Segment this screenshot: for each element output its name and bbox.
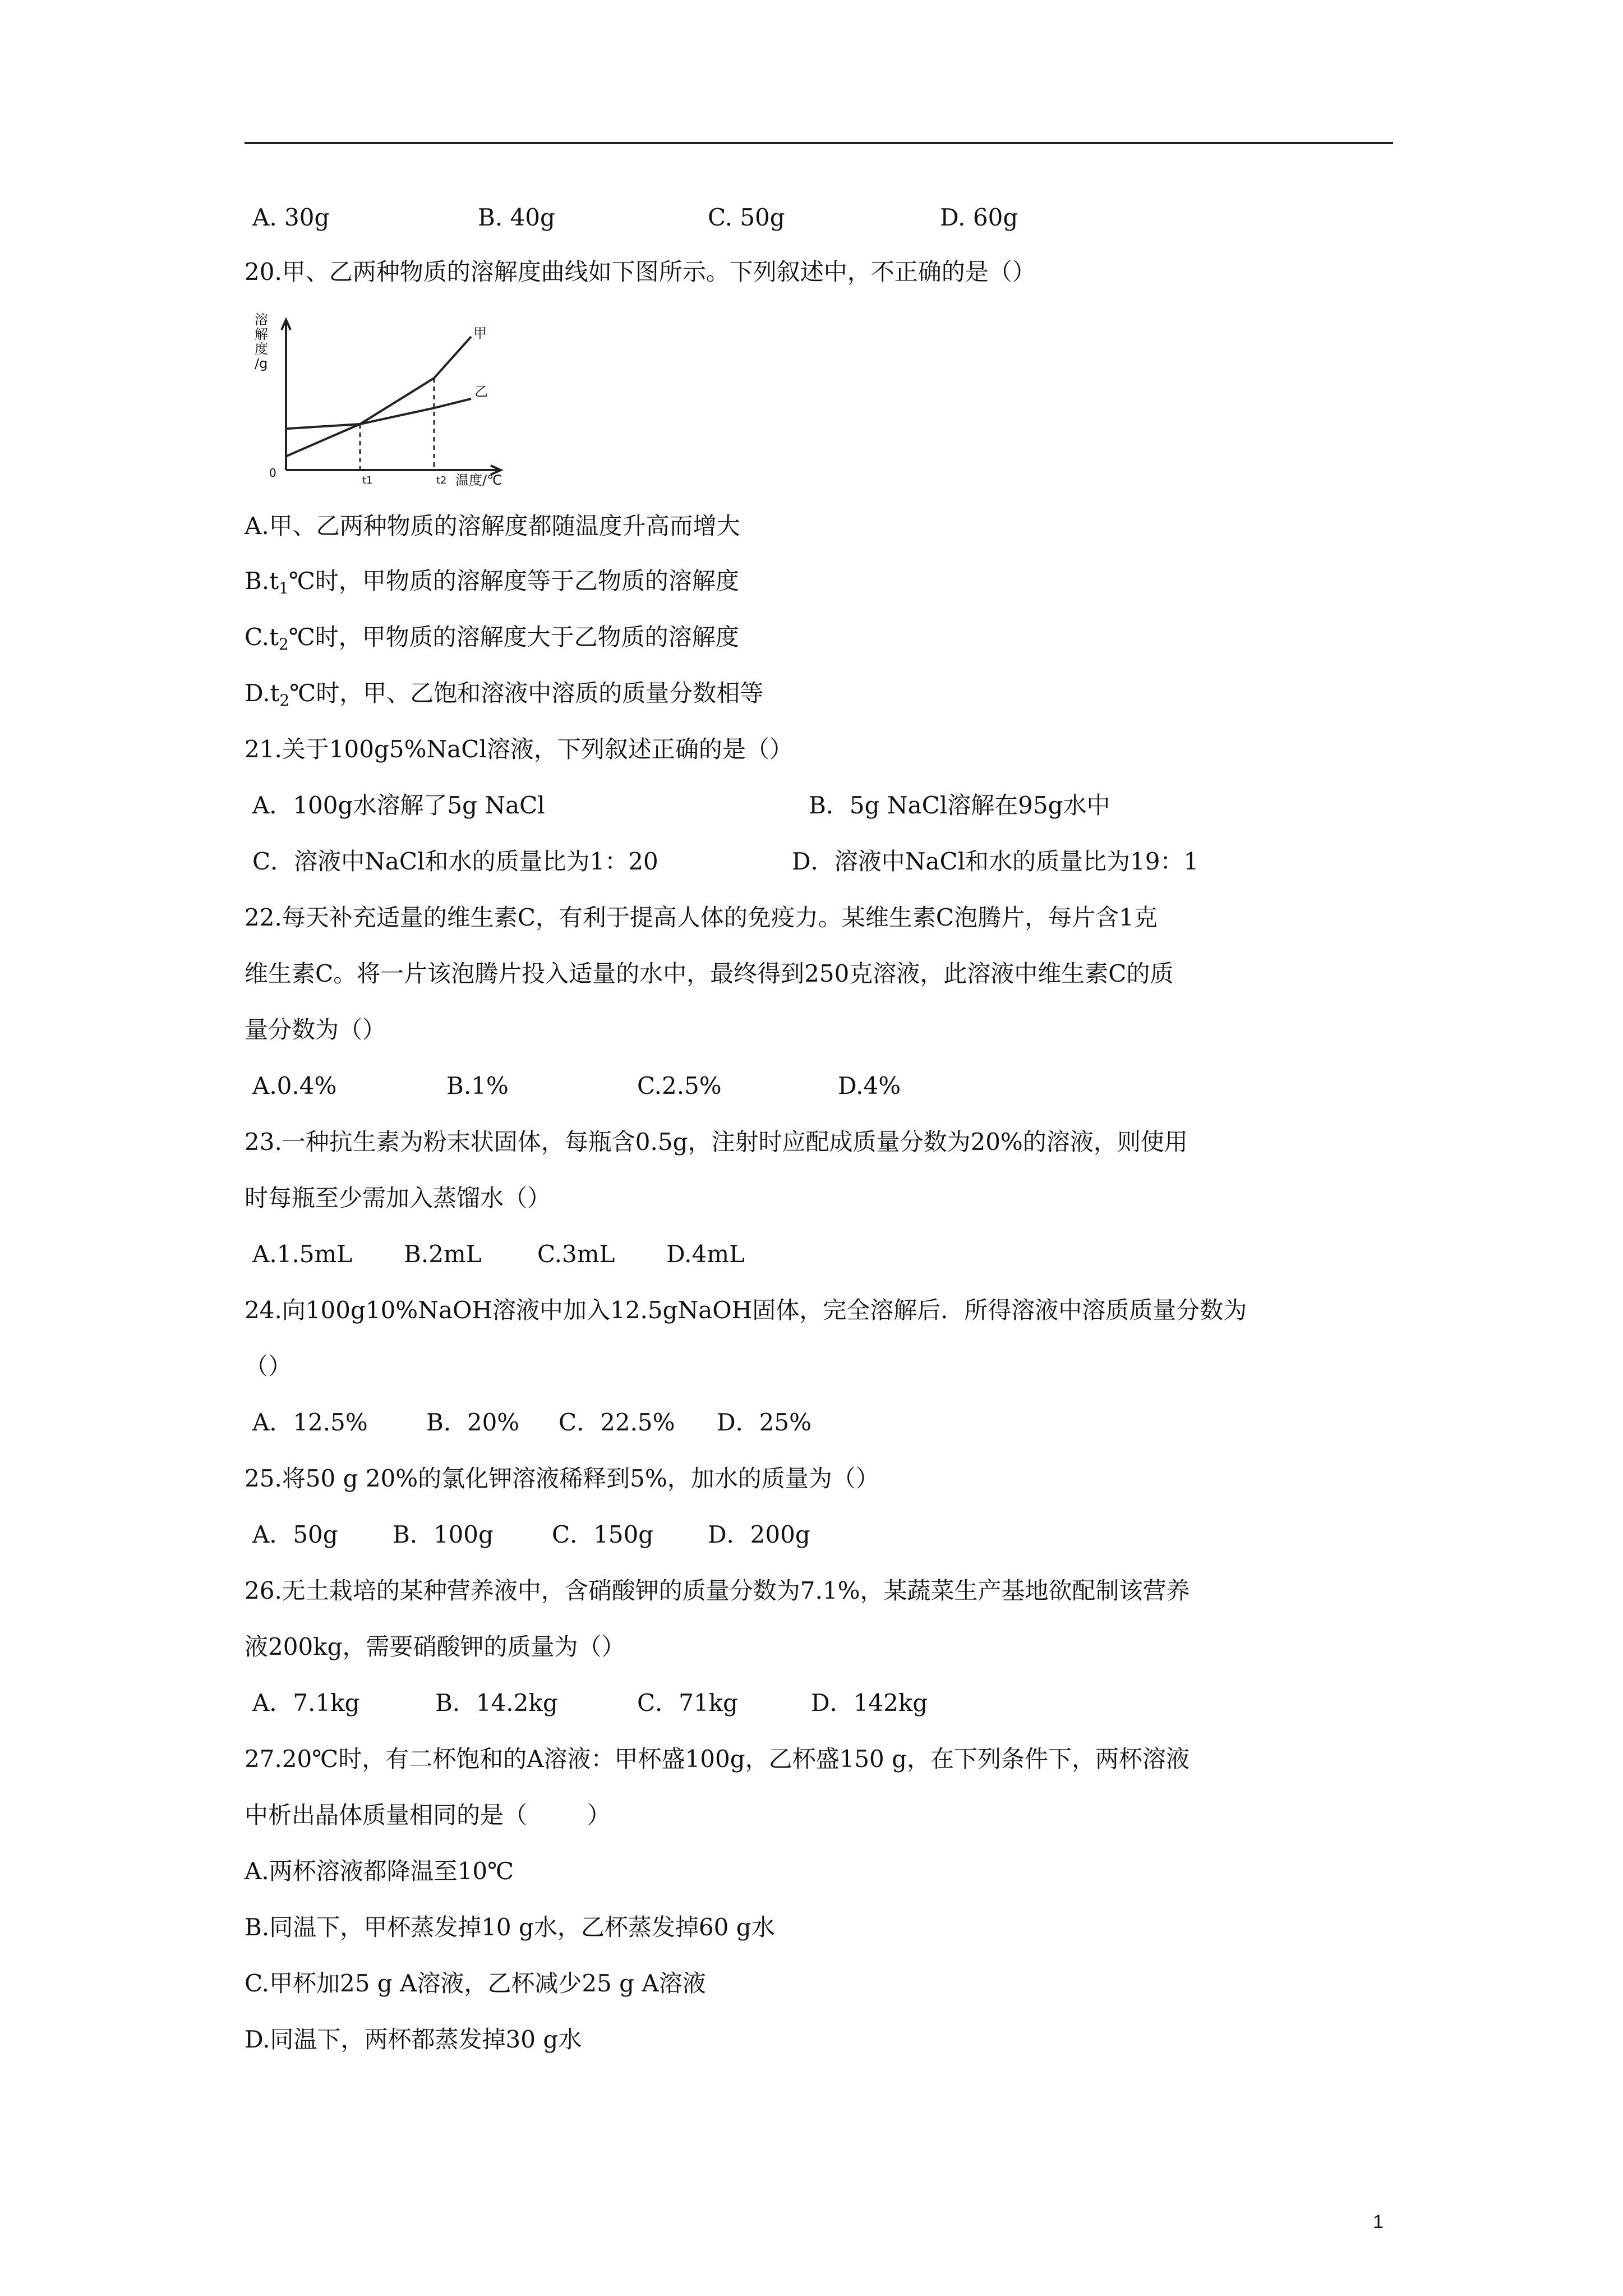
q23-option-a: A.1.5mL — [252, 1240, 353, 1268]
q21-option-d: D．溶液中NaCl和水的质量比为19：1 — [792, 848, 1199, 875]
q20-option-d: $D.t_2℃$时，甲、乙饱和溶液中溶质的质量分数相等 — [245, 679, 764, 710]
q19-option-a: A. 30g — [252, 204, 330, 231]
q27-option-d: D.同温下，两杯都蒸发掉30 g水 — [245, 2026, 582, 2053]
q22-line-3: 量分数为（） — [245, 1016, 386, 1043]
q22-line-1: 22.每天补充适量的维生素C，有利于提高人体的免疫力。某维生素C泡腾片，每片含1克 — [245, 904, 1158, 931]
y-axis-label-3: 度 — [255, 341, 268, 357]
series-line-0 — [286, 337, 471, 456]
q21-option-b: B．5g NaCl溶解在95g水中 — [809, 792, 1110, 819]
q23-option-d: D.4mL — [666, 1240, 745, 1268]
q25-option-a: A．50g — [252, 1521, 338, 1548]
q20-option-a: A.甲、乙两种物质的溶解度都随温度升高而增大 — [245, 512, 740, 540]
q20-option-c: $C.t_2℃$时，甲物质的溶解度大于乙物质的溶解度 — [245, 623, 739, 654]
q24-option-b: B．20% — [426, 1409, 520, 1436]
q25-stem: 25.将50 g 20%的氯化钾溶液稀释到5%，加水的质量为（） — [245, 1465, 879, 1492]
q20-option-b: $B.t_1℃$时，甲物质的溶解度等于乙物质的溶解度 — [245, 567, 739, 597]
x-tick-t1: t1 — [362, 475, 373, 486]
q23-line-2: 时每瓶至少需加入蒸馏水（） — [245, 1184, 551, 1212]
q22-option-c: C.2.5% — [637, 1072, 722, 1099]
origin-label: 0 — [269, 466, 276, 480]
y-axis-label-1: 溶 — [255, 312, 268, 328]
q21-option-c: C．溶液中NaCl和水的质量比为1：20 — [252, 848, 658, 875]
solubility-chart — [252, 307, 533, 487]
y-axis-label-4: /g — [255, 356, 268, 371]
q27-option-b: B.同温下，甲杯蒸发掉10 g水，乙杯蒸发掉60 g水 — [245, 1913, 775, 1941]
y-axis-label-2: 解 — [255, 326, 268, 342]
q26-line-1: 26.无土栽培的某种营养液中，含硝酸钾的质量分数为7.1%，某蔬菜生产基地欲配制该营养 — [245, 1577, 1190, 1604]
header-rule — [245, 142, 1393, 144]
q27-option-c: C.甲杯加25 g A溶液，乙杯减少25 g A溶液 — [245, 1970, 706, 1997]
series-label-yi: 乙 — [474, 384, 488, 399]
q22-line-2: 维生素C。将一片该泡腾片投入适量的水中，最终得到250克溶液，此溶液中维生素C的质 — [245, 960, 1174, 987]
q23-option-c: C.3mL — [537, 1240, 615, 1268]
q24-option-a: A．12.5% — [252, 1409, 368, 1436]
series-label-jia: 甲 — [473, 325, 487, 341]
q22-option-b: B.1% — [446, 1072, 509, 1099]
x-tick-t2: t2 — [436, 475, 447, 486]
x-axis-label: 温度/℃ — [455, 472, 502, 487]
q19-option-b: B. 40g — [478, 204, 555, 231]
q20-stem: 20.甲、乙两种物质的溶解度曲线如下图所示。下列叙述中，不正确的是（） — [245, 258, 1036, 286]
page-number: 1 — [1373, 2211, 1384, 2233]
q25-option-d: D．200g — [708, 1521, 810, 1548]
q27-option-a: A.两杯溶液都降温至10℃ — [245, 1857, 514, 1885]
q25-option-b: B．100g — [393, 1521, 494, 1548]
q21-stem: 21.关于100g5%NaCl溶液，下列叙述正确的是（） — [245, 735, 793, 763]
q27-line-2: 中析出晶体质量相同的是（ ） — [245, 1801, 611, 1829]
q23-line-1: 23.一种抗生素为粉末状固体，每瓶含0.5g，注射时应配成质量分数为20%的溶液，则使用 — [245, 1128, 1188, 1156]
q25-option-c: C．150g — [552, 1521, 654, 1548]
q24-line-1: 24.向100g10%NaOH溶液中加入12.5gNaOH固体，完全溶解后．所得溶液中溶质质量分数为 — [245, 1296, 1247, 1324]
q24-option-d: D．25% — [717, 1409, 812, 1436]
q26-option-d: D．142kg — [811, 1689, 928, 1717]
q26-option-c: C．71kg — [637, 1689, 738, 1717]
q26-option-a: A．7.1kg — [252, 1689, 360, 1717]
q26-option-b: B．14.2kg — [435, 1689, 558, 1717]
q22-option-a: A.0.4% — [252, 1072, 337, 1099]
q21-option-a: A．100g水溶解了5g NaCl — [252, 792, 545, 819]
q23-option-b: B.2mL — [404, 1240, 482, 1268]
q19-option-d: D. 60g — [940, 204, 1018, 231]
q24-line-2: （） — [245, 1352, 292, 1380]
q27-line-1: 27.20℃时，有二杯饱和的A溶液：甲杯盛100g，乙杯盛150 g，在下列条件下，两杯溶液 — [245, 1745, 1190, 1773]
q19-option-c: C. 50g — [708, 204, 785, 231]
q22-option-d: D.4% — [838, 1072, 901, 1099]
q26-line-2: 液200kg，需要硝酸钾的质量为（） — [245, 1633, 625, 1660]
q24-option-c: C．22.5% — [559, 1409, 675, 1436]
